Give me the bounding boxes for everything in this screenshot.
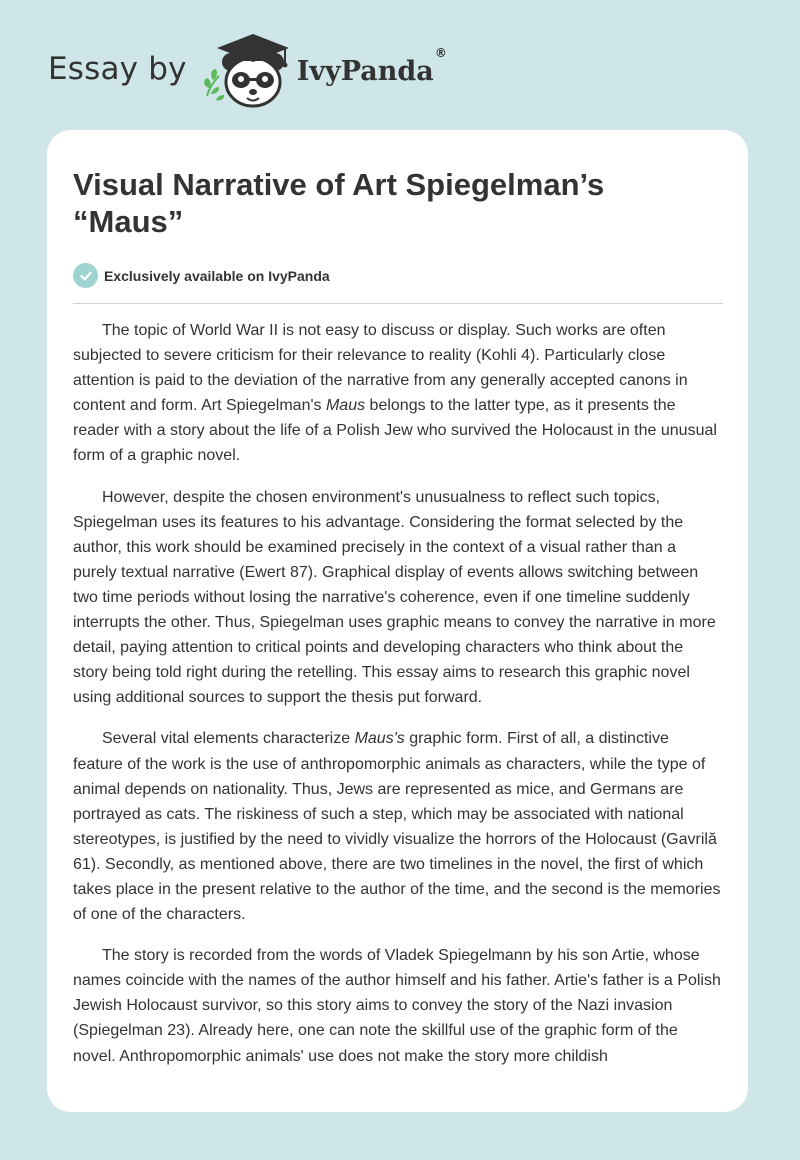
site-header: [48, 32, 447, 112]
paragraph-3: Several vital elements characterize Maus's graphic form. First of all, a distinctive feature of the work is the use of anthropomorphic animals as characters, while the type of animal depends on nationality. Thus, Jews are represented as mice, and Germans are portrayed as cats. The riskiness of such a step, which may be associated with national stereotypes, is justified by the need to vividly visualize the horrors of the Holocaust (Gavrilă 61). Secondly, as mentioned above, there are two timelines in the novel, the first of which takes place in the present relative to the author of the time, and the second is the memories of one of the characters.: [73, 730, 721, 924]
essay-by-label: Essay by: [48, 51, 187, 87]
panda-graduate-logo-icon[interactable]: [203, 32, 295, 112]
paragraph-1: The topic of World War II is not easy to discuss or display. Such works are often subjected to severe criticism for their relevance to reality (Kohli 4). Particularly close attention is paid to the deviation of the narrative from any generally accepted canons in content and form. Art Spiegelman's Maus belongs to the latter type, as it presents the reader with a story about the life of a Polish Jew who survived the Holocaust in the unusual form of a graphic novel.: [73, 322, 717, 465]
essay-body: [73, 318, 721, 1085]
title-divider: [73, 303, 723, 304]
exclusive-badge-label: Exclusively available on IvyPanda: [104, 267, 330, 284]
registered-mark: ®: [434, 45, 447, 60]
paragraph-2: However, despite the chosen environment's unusualness to reflect such topics, Spiegelman uses its features to his advantage. Considering the format selected by the author, this work should be examined precisely in the context of a visual rather than a purely textual narrative (Ewert 87). Graphical display of events allows switching between two time periods without losing the narrative's coherence, even if one timeline suddenly interrupts the other. Thus, Spiegelman uses graphic means to convey the narrative in more detail, paying attention to critical points and developing characters who think about the story being told right during the retelling. This essay aims to research this graphic novel using additional sources to support the thesis put forward.: [73, 488, 716, 707]
essay-card: [47, 130, 748, 1112]
brand-name: IvyPanda®: [296, 45, 447, 87]
checkmark-icon: [73, 263, 98, 288]
exclusive-badge: [73, 263, 330, 288]
essay-title: Visual Narrative of Art Spiegelman’s “Maus”: [73, 167, 605, 239]
paragraph-4: The story is recorded from the words of Vladek Spiegelmann by his son Artie, whose names coincide with the names of the author himself and his father. Artie's father is a Polish Jewish Holocaust survivor, so this story aims to convey the story of the Nazi invasion (Spiegelman 23). Already here, one can note the skillful use of the graphic form of the novel. Anthropomorphic animals' use does not make the story more childish: [73, 947, 721, 1065]
